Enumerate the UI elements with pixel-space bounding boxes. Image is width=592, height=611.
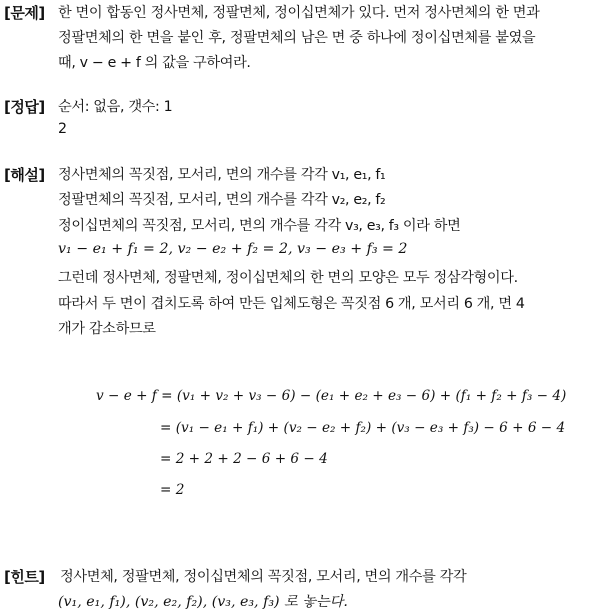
explanation-line-3: 정이십면체의 꼭짓점, 모서리, 면의 개수를 각각 v₃, e₃, f₃ 이라 하면 (58, 218, 461, 234)
problem-line-3: 때, v − e + f 의 값을 구하여라. (58, 55, 251, 71)
explanation-line-7: 개가 감소하므로 (58, 321, 156, 337)
hint-line-1: 정사면체, 정팔면체, 정이십면체의 꼭짓점, 모서리, 면의 개수를 각각 (60, 569, 467, 585)
explanation-line-5: 그런데 정사면체, 정팔면체, 정이십면체의 한 면의 모양은 모두 정삼각형이다. (58, 270, 518, 286)
explanation-line-1: 정사면체의 꼭짓점, 모서리, 면의 개수를 각각 v₁, e₁, f₁ (58, 167, 386, 183)
explanation-line-2: 정팔면체의 꼭짓점, 모서리, 면의 개수를 각각 v₂, e₂, f₂ (58, 192, 386, 208)
explanation-line-6: 따라서 두 면이 겹치도록 하여 만든 입체도형은 꼭짓점 6 개, 모서리 6 개, 면 4 (58, 296, 525, 312)
hint-tag: [힌트] (4, 568, 45, 586)
derivation-line-2: = (v₁ − e₁ + f₁) + (v₂ − e₂ + f₂) + (v₃ − e₃ + f₃) − 6 + 6 − 4 (160, 420, 566, 436)
answer-value: 2 (58, 121, 67, 137)
derivation-line-3: = 2 + 2 + 2 − 6 + 6 − 4 (160, 451, 328, 467)
derivation-line-1: v − e + f = (v₁ + v₂ + v₃ − 6) − (e₁ + e₂ + e₃ − 6) + (f₁ + f₂ + f₃ − 4) (96, 388, 567, 404)
problem-tag: [문제] (4, 4, 45, 22)
answer-tag: [정답] (4, 98, 45, 116)
explanation-line-4: v₁ − e₁ + f₁ = 2, v₂ − e₂ + f₂ = 2, v₃ − e₃ + f₃ = 2 (58, 241, 408, 257)
answer-meta: 순서: 없음, 갯수: 1 (58, 99, 173, 115)
problem-line-2: 정팔면체의 한 면을 붙인 후, 정팔면체의 남은 면 중 하나에 정이십면체를 붙였을 (58, 30, 536, 46)
problem-line-1: 한 면이 합동인 정사면체, 정팔면체, 정이십면체가 있다. 먼저 정사면체의 한 면과 (58, 5, 540, 21)
explanation-tag: [해설] (4, 166, 45, 184)
derivation-line-4: = 2 (160, 482, 185, 498)
hint-line-2: (v₁, e₁, f₁), (v₂, e₂, f₂), (v₃, e₃, f₃) 로 놓는다. (58, 594, 348, 610)
